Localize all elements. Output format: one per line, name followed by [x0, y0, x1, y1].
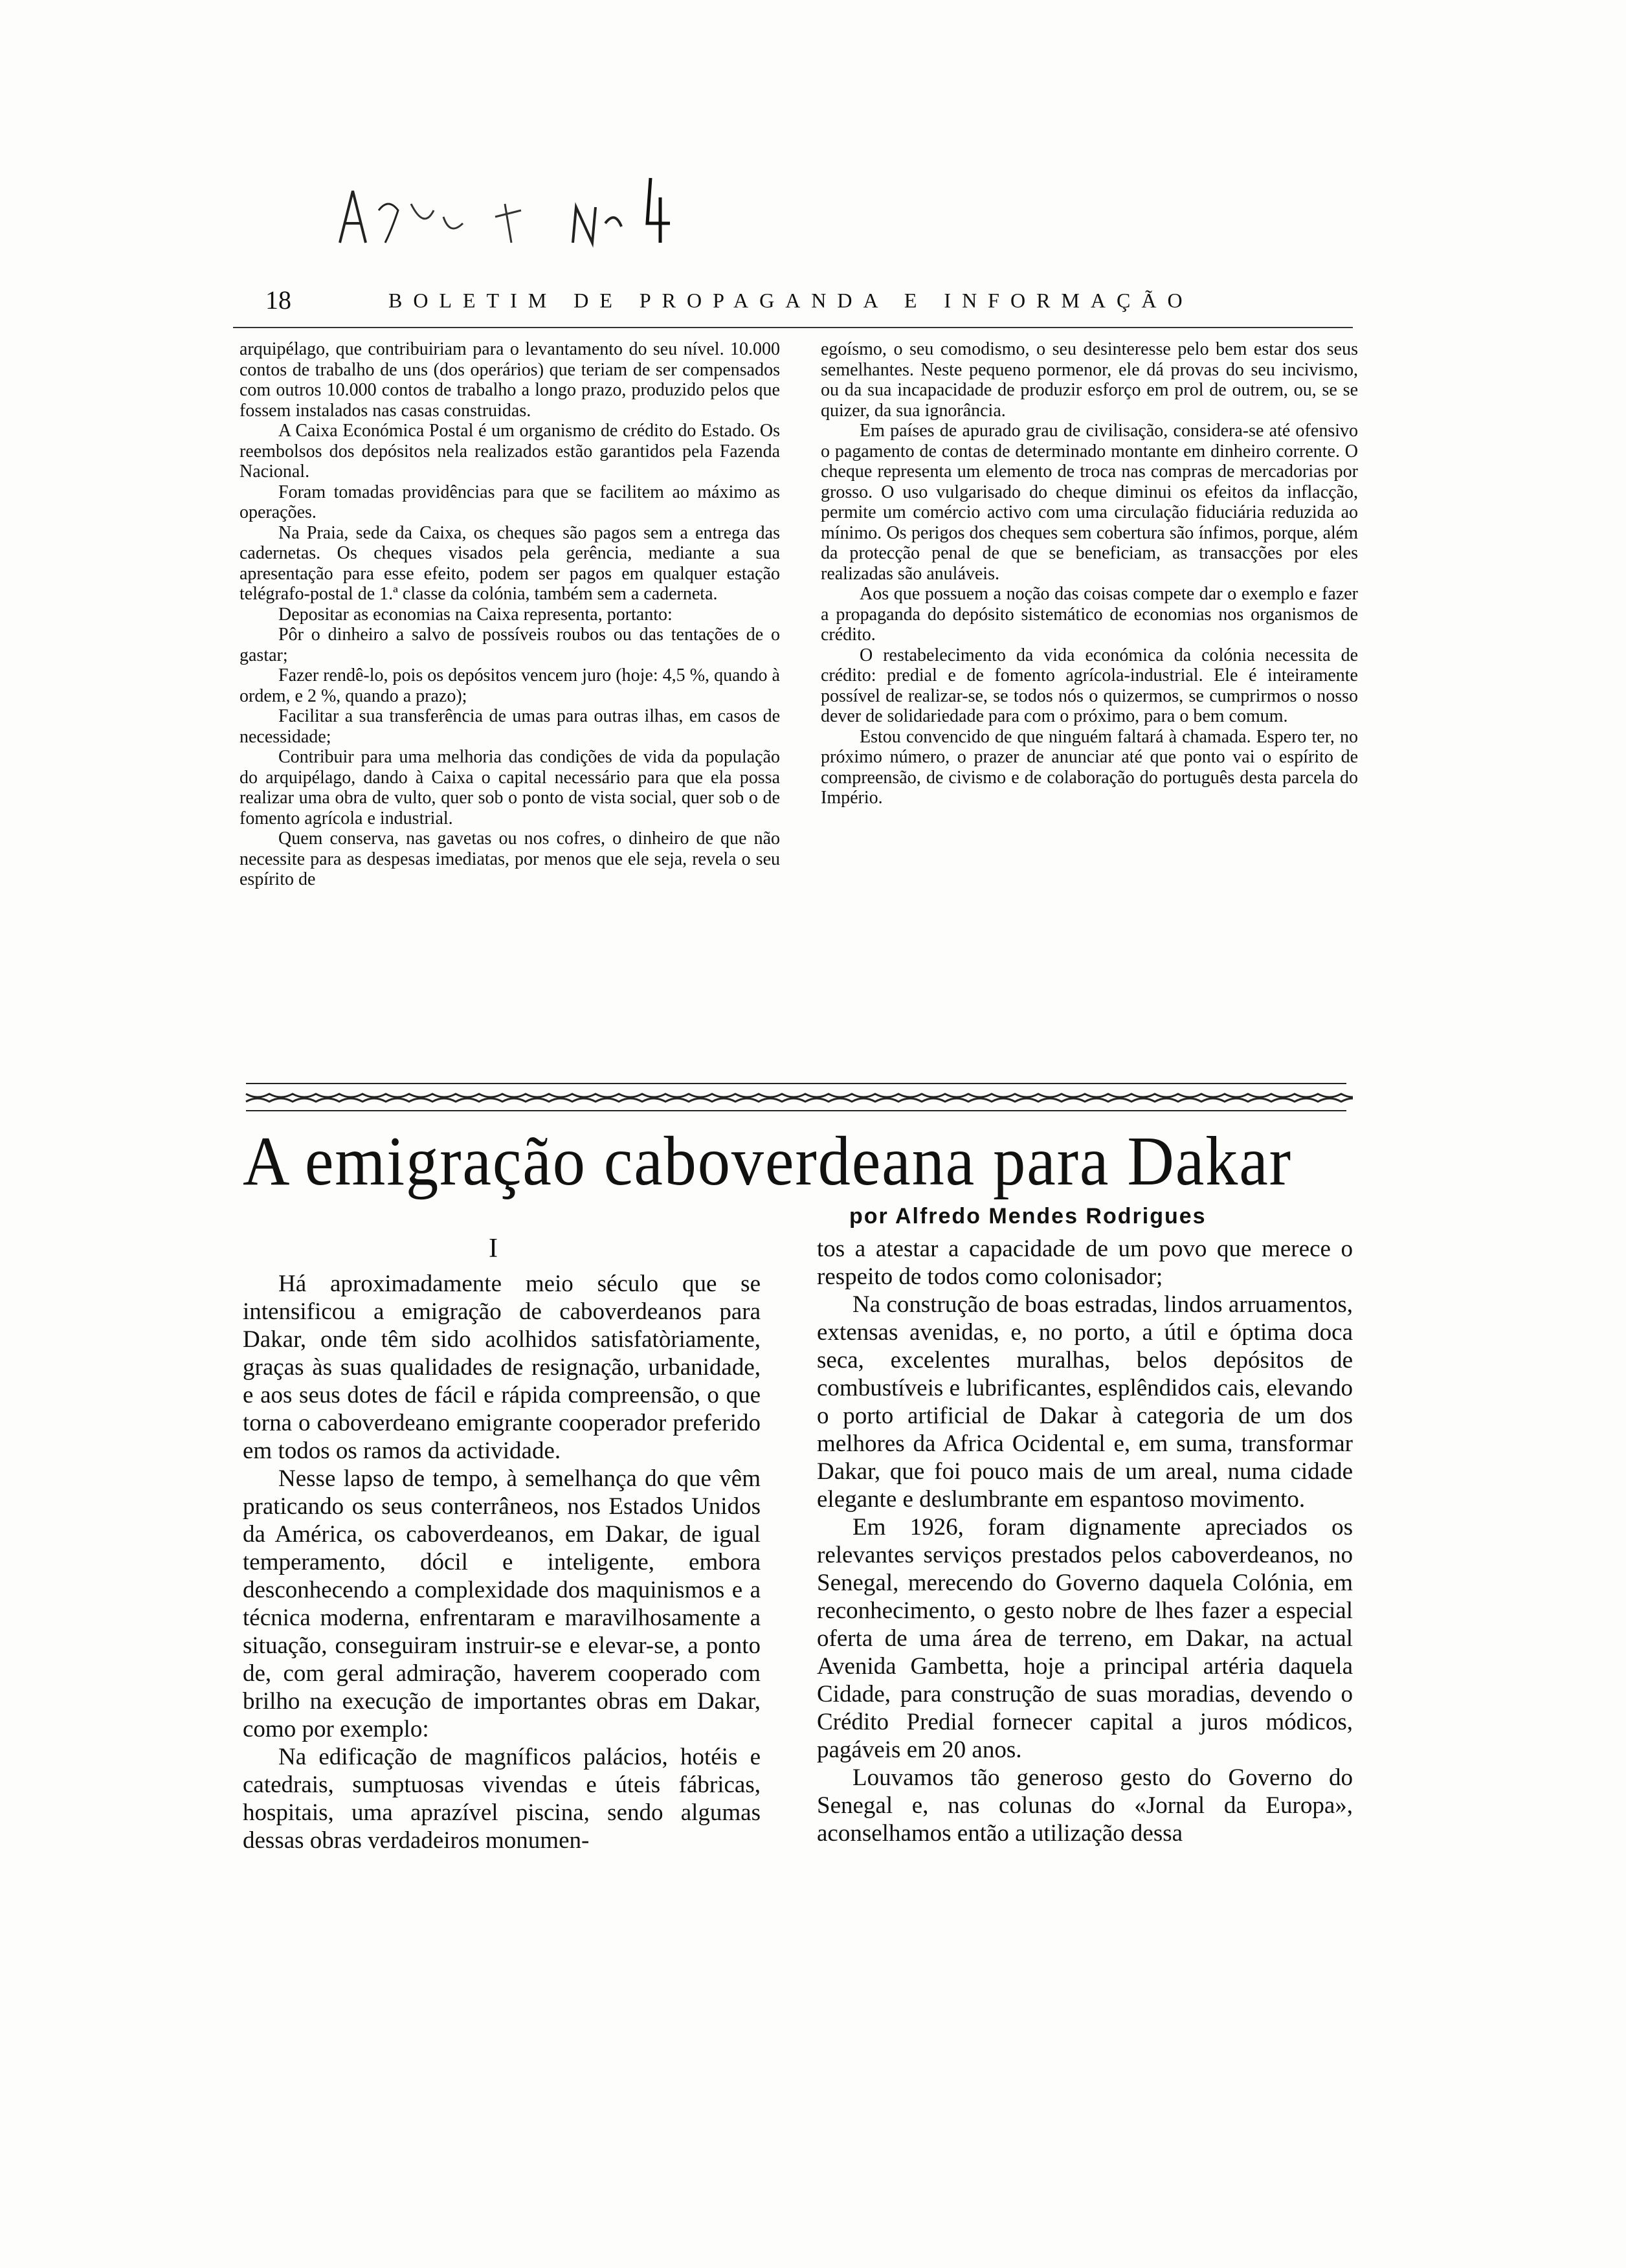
paragraph: Em 1926, foram dignamente apreciados os relevantes serviços prestados pelos caboverdeanos, no Senegal, merecendo do Governo daquela Colónia, em reconhecimento, o gesto nobre de lhes fazer a especial oferta de uma área de terreno, em Dakar, na actual Avenida Gambetta, hoje a principal artéria daquela Cidade, para construção de suas moradias, devendo o Crédito Predial fornecer capital a juros módicos, pagáveis em 20 anos.: [817, 1514, 1353, 1763]
paragraph: Na edificação de magníficos palácios, hotéis e catedrais, sumptuosas vivendas e úteis fábricas, hospitais, uma aprazível piscina, sendo algumas dessas obras verdadeiros monumen-: [243, 1744, 761, 1854]
decorative-wave-divider: [239, 1080, 1353, 1115]
paragraph: A Caixa Económica Postal é um organismo de crédito do Estado. Os reembolsos dos depósitos nela realizados estão garantidos pela Fazenda Nacional.: [239, 421, 780, 482]
article-left-column: [243, 1270, 761, 1969]
paragraph: Nesse lapso de tempo, à semelhança do que vêm praticando os seus conterrâneos, nos Estados Unidos da América, os caboverdeanos, em Dakar, de igual temperamento, dócil e inteligente, embora desconhecendo a complexidade dos maquinismos e a técnica moderna, enfrentaram e maravilhosamente a situação, conseguiram instruir-se e elevar-se, a ponto de, com geral admiração, haverem cooperado com brilho na execução de importantes obras em Dakar, como por exemplo:: [243, 1465, 761, 1742]
paragraph: Foram tomadas providências para que se facilitem ao máximo as operações.: [239, 482, 780, 522]
page-number: 18: [265, 285, 291, 315]
paragraph: Depositar as economias na Caixa representa, portanto:: [278, 604, 673, 625]
section-number: I: [489, 1234, 498, 1263]
paragraph: O restabelecimento da vida económica da colónia necessita de crédito: predial e de fomento agrícola-industrial. Ele é inteiramente possível de realizar-se, se todos nós o quizermos, se cumprirmos o nosso dever de solidariedade para com o próximo, para o bem comum.: [821, 645, 1358, 726]
header-rule: [233, 327, 1353, 328]
article-title: A emigração caboverdeana para Dakar: [243, 1123, 1292, 1200]
paragraph: Louvamos tão generoso gesto do Governo do Senegal e, nas colunas do «Jornal da Europa», aconselhamos então a utilização dessa: [817, 1764, 1353, 1847]
paragraph: Facilitar a sua transferência de umas para outras ilhas, em casos de necessidade;: [239, 706, 780, 747]
paragraph: Há aproximadamente meio século que se intensificou a emigração de caboverdeanos para Dakar, onde têm sido acolhidos satisfatòriamente, graças às suas qualidades de resignação, urbanidade, e aos seus dotes de fácil e rápida compreensão, o que torna o caboverdeano emigrante cooperador preferido em todos os ramos da actividade.: [243, 1271, 761, 1464]
paragraph: arquipélago, que contribuiriam para o levantamento do seu nível. 10.000 contos de trabalho de uns (dos operários) que teriam de ser compensados com outros 10.000 contos de trabalho a longo prazo, produzido pelos que fossem instalados nas casas construidas.: [239, 339, 780, 421]
paragraph: tos a atestar a capacidade de um povo que merece o respeito de todos como colonisador;: [817, 1236, 1353, 1290]
paragraph: Na construção de boas estradas, lindos arruamentos, extensas avenidas, e, no porto, a útil e óptima doca seca, excelentes muralhas, belos depósitos de combustíveis e lubrificantes, esplêndidos cais, elevando o porto artificial de Dakar à categoria de um dos melhores da Africa Ocidental e, em suma, transformar Dakar, que foi pouco mais de um areal, numa cidade elegante e deslumbrante em espantoso movimento.: [817, 1291, 1353, 1513]
article-right-column: [817, 1235, 1353, 1973]
paragraph: Estou convencido de que ninguém faltará à chamada. Espero ter, no próximo número, o prazer de anunciar até que ponto vai o espírito de compreensão, de civismo e de colaboração do português desta parcela do Império.: [821, 726, 1358, 808]
page-header: [265, 285, 1353, 324]
article-byline: por Alfredo Mendes Rodrigues: [849, 1204, 1207, 1228]
paragraph: Contribuir para uma melhoria das condições de vida da população do arquipélago, dando à Caixa o capital necessário para que ela possa realizar uma obra de vulto, quer sob o ponto de vista social, quer sob o de fomento agrícola e industrial.: [239, 747, 780, 828]
handwritten-annotation: [327, 172, 689, 269]
top-left-column: [239, 339, 780, 1077]
paragraph: Na Praia, sede da Caixa, os cheques são pagos sem a entrega das cadernetas. Os cheques visados pela gerência, mediante a sua apresentação para esse efeito, podem ser pagos em qualquer estação telégrafo-postal de 1.ª classe da colónia, também sem a caderneta.: [239, 522, 780, 604]
paragraph: Aos que possuem a noção das coisas compete dar o exemplo e fazer a propaganda do depósito sistemático de economias nos organismos de crédito.: [821, 584, 1358, 645]
paragraph: egoísmo, o seu comodismo, o seu desinteresse pelo bem estar dos seus semelhantes. Neste pequeno pormenor, ele dá provas do seu incivismo, ou da sua incapacidade de produzir esforço em prol de outrem, ou, se se quizer, da sua ignorância.: [821, 339, 1358, 421]
paragraph: Quem conserva, nas gavetas ou nos cofres, o dinheiro de que não necessite para as despesas imediatas, por menos que ele seja, revela o seu espírito de: [239, 828, 780, 889]
paragraph: Em países de apurado grau de civilisação, considera-se até ofensivo o pagamento de contas de determinado montante em dinheiro corrente. O cheque representa um elemento de troca nas compras de mercadorias por grosso. O uso vulgarisado do cheque diminui os efeitos da inflacção, permite um comércio activo com uma circulação fiduciária reduzida ao mínimo. Os perigos dos cheques sem cobertura são ínfimos, porque, além da protecção penal de que se beneficiam, as transacções por eles realizadas são anuláveis.: [821, 421, 1358, 584]
top-right-column: [821, 339, 1358, 1077]
paragraph: Fazer rendê-lo, pois os depósitos vencem juro (hoje: 4,5 %, quando à ordem, e 2 %, quando a prazo);: [239, 665, 780, 706]
paragraph: Pôr o dinheiro a salvo de possíveis roubos ou das tentações de o gastar;: [239, 625, 780, 665]
publication-title: BOLETIM DE PROPAGANDA E INFORMAÇÃO: [388, 289, 1194, 312]
